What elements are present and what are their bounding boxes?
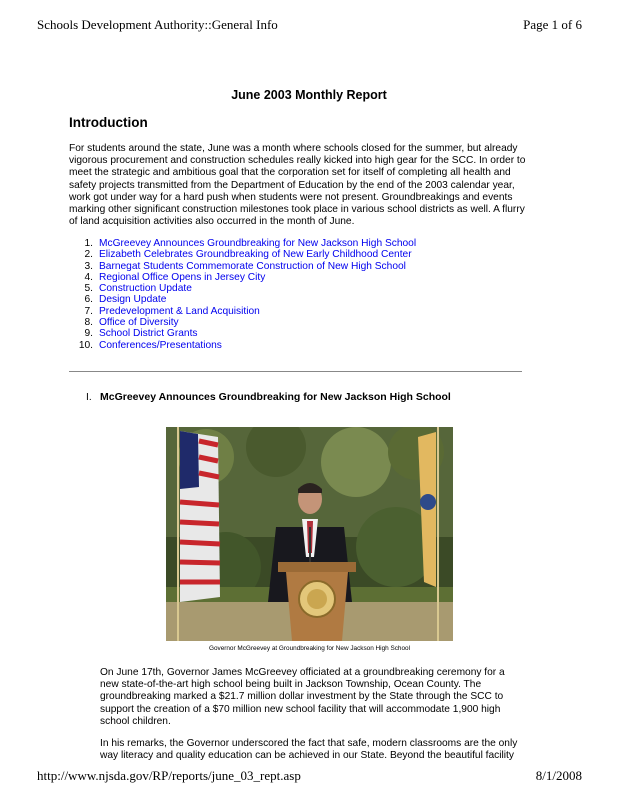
section-number: I. bbox=[86, 392, 92, 403]
toc-link[interactable]: Conferences/Presentations bbox=[99, 339, 222, 351]
page-url: http://www.njsda.gov/RP/reports/june_03_rept.asp bbox=[37, 768, 301, 783]
body-paragraph-1: On June 17th, Governor James McGreevey officiated at a groundbreaking ceremony for a new state-of-the-art high school being built in Jackson Township, Ocean County. The groundbreaking marked a $21.7 million dollar investment by the State through the SCC to support the creation of a $70 million new school facility that will accommodate 1,900 high school children. bbox=[100, 667, 505, 727]
toc-link[interactable]: Elizabeth Celebrates Groundbreaking of New Early Childhood Center bbox=[99, 249, 412, 261]
toc-number: 3. bbox=[84, 260, 93, 272]
toc-number: 6. bbox=[84, 294, 93, 306]
toc-item bbox=[69, 294, 529, 305]
toc-item bbox=[69, 328, 529, 339]
intro-heading: Introduction bbox=[69, 115, 148, 130]
toc-number: 5. bbox=[84, 283, 93, 295]
toc-link[interactable]: Regional Office Opens in Jersey City bbox=[99, 271, 266, 283]
toc-number: 8. bbox=[84, 317, 93, 329]
section-title: McGreevey Announces Groundbreaking for New Jackson High School bbox=[100, 391, 451, 403]
horizontal-divider bbox=[69, 371, 522, 372]
groundbreaking-photo bbox=[166, 427, 453, 641]
toc-number: 9. bbox=[84, 328, 93, 340]
page-counter: Page 1 of 6 bbox=[523, 17, 582, 32]
toc-number: 10. bbox=[78, 339, 93, 351]
toc-item bbox=[69, 317, 529, 328]
table-of-contents bbox=[69, 238, 529, 351]
toc-link[interactable]: School District Grants bbox=[99, 328, 198, 340]
toc-link[interactable]: Barnegat Students Commemorate Construction of New High School bbox=[99, 260, 406, 272]
toc-item bbox=[69, 238, 529, 249]
body-paragraph-2: In his remarks, the Governor underscored the fact that safe, modern classrooms are the only way literacy and quality education can be achieved in our State. Beyond the beautiful facility bbox=[100, 738, 518, 762]
print-date: 8/1/2008 bbox=[535, 768, 582, 783]
toc-item bbox=[69, 340, 529, 351]
toc-number: 4. bbox=[84, 271, 93, 283]
toc-item bbox=[69, 249, 529, 260]
toc-item bbox=[69, 261, 529, 272]
toc-link[interactable]: Design Update bbox=[99, 294, 167, 306]
report-title: June 2003 Monthly Report bbox=[231, 88, 387, 102]
toc-number: 1. bbox=[84, 238, 93, 249]
browser-header-title: Schools Development Authority::General Info bbox=[37, 17, 278, 32]
toc-item bbox=[69, 272, 529, 283]
toc-link[interactable]: Construction Update bbox=[99, 283, 192, 295]
toc-item bbox=[69, 306, 529, 317]
toc-link[interactable]: Office of Diversity bbox=[99, 317, 179, 329]
photo-caption: Governor McGreevey at Groundbreaking for New Jackson High School bbox=[208, 645, 411, 652]
toc-link[interactable]: McGreevey Announces Groundbreaking for New Jackson High School bbox=[99, 238, 417, 249]
intro-paragraph: For students around the state, June was a month where schools closed for the summer, but already vigorous procurement and construction schedules really kicked into high gear for the SCC. In order to meet the strategic and ambitious goal that the corporation set for itself of completing all health and safety projects transmitted from the Department of Education by the end of the 2003 calendar year, work got under way for a hard push when students were not present. Groundbreakings and events marking other significant construction milestones took place in various school districts as well. A flurry of land acquisition activities also occurred in the month of June. bbox=[69, 143, 526, 228]
toc-number: 7. bbox=[84, 305, 93, 317]
toc-link[interactable]: Predevelopment & Land Acquisition bbox=[99, 305, 260, 317]
toc-number: 2. bbox=[84, 249, 93, 261]
toc-item bbox=[69, 283, 529, 294]
